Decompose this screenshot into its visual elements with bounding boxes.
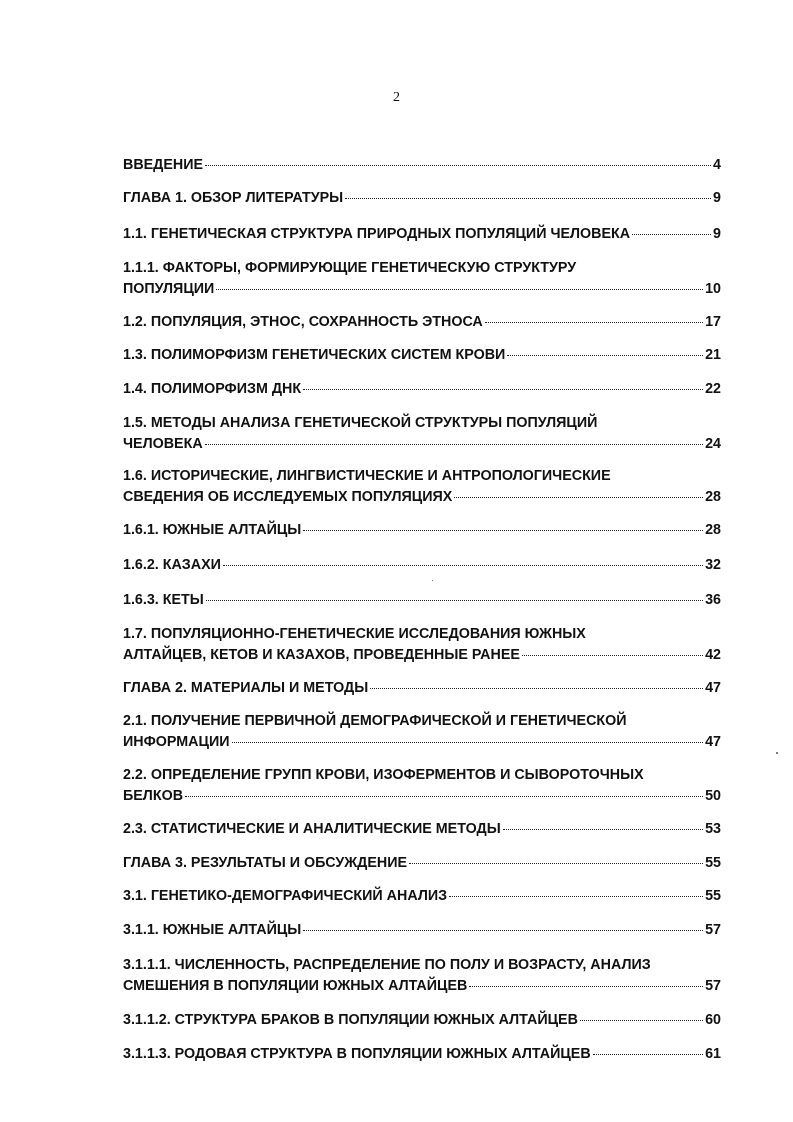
dot-leader [303,930,703,931]
toc-entry [123,1044,721,1065]
toc-entry-page: 55 [705,888,721,904]
toc-entry [123,466,721,508]
dot-leader [507,355,703,356]
dot-leader [185,796,703,797]
dot-leader [469,986,703,987]
toc-entry [123,678,721,699]
toc-entry-title: ГЛАВА 3. РЕЗУЛЬТАТЫ И ОБСУЖДЕНИЕ [123,855,408,871]
toc-entry-title: ЧЕЛОВЕКА [123,436,203,452]
dot-leader [345,198,711,199]
scan-speck [432,580,433,581]
toc-entry-page: 32 [705,557,721,573]
toc-entry [123,224,721,245]
dot-leader [206,600,703,601]
dot-leader [303,389,703,390]
toc-entry [123,819,721,840]
toc-entry [123,1010,721,1031]
toc-entry-title: 2.3. СТАТИСТИЧЕСКИЕ И АНАЛИТИЧЕСКИЕ МЕТОДЫ [123,821,501,837]
toc-entry-title: СВЕДЕНИЯ ОБ ИССЛЕДУЕМЫХ ПОПУЛЯЦИЯХ [123,489,453,505]
dot-leader [216,289,703,290]
toc-entry-title: ВВЕДЕНИЕ [123,157,204,173]
toc-entry-title: ГЛАВА 1. ОБЗОР ЛИТЕРАТУРЫ [123,190,344,206]
dot-leader [303,530,703,531]
toc-entry [123,886,721,907]
dot-leader [205,165,711,166]
toc-entry-title-line1: 3.1.1.1. ЧИСЛЕННОСТЬ, РАСПРЕДЕЛЕНИЕ ПО ПОЛУ И ВОЗРАСТУ, АНАЛИЗ [123,957,651,973]
toc-entry-title: БЕЛКОВ [123,788,184,804]
toc-entry-page: 22 [705,381,721,397]
dot-leader [580,1020,703,1021]
page-number: 2 [393,90,400,105]
dot-leader [232,742,704,743]
toc-entry-title: 3.1.1.2. СТРУКТУРА БРАКОВ В ПОПУЛЯЦИИ ЮЖНЫХ АЛТАЙЦЕВ [123,1012,578,1028]
toc-entry-page: 55 [705,855,721,871]
toc-entry-page: 21 [705,347,721,363]
toc-entry [123,920,721,941]
toc-entry [123,853,721,874]
toc-entry-title: 1.6.1. ЮЖНЫЕ АЛТАЙЦЫ [123,522,302,538]
toc-entry-title-line1: 2.1. ПОЛУЧЕНИЕ ПЕРВИЧНОЙ ДЕМОГРАФИЧЕСКОЙ И ГЕНЕТИЧЕСКОЙ [123,713,627,729]
toc-entry [123,413,721,455]
toc-entry-page: 57 [705,922,721,938]
toc-entry-page: 61 [705,1046,721,1062]
toc-entry [123,955,721,997]
toc-entry-title: 1.6.2. КАЗАХИ [123,557,221,573]
toc-entry-title: 1.2. ПОПУЛЯЦИЯ, ЭТНОС, СОХРАННОСТЬ ЭТНОСА [123,314,483,330]
dot-leader [522,655,703,656]
toc-entry-page: 4 [713,157,721,173]
toc-entry-page: 50 [705,788,721,804]
toc-entry-page: 9 [713,226,721,242]
toc-entry-title: АЛТАЙЦЕВ, КЕТОВ И КАЗАХОВ, ПРОВЕДЕННЫЕ РАНЕЕ [123,647,520,663]
dot-leader [449,896,703,897]
toc-entry-page: 42 [705,647,721,663]
dot-leader [454,497,703,498]
toc-entry-title: 1.3. ПОЛИМОРФИЗМ ГЕНЕТИЧЕСКИХ СИСТЕМ КРОВИ [123,347,506,363]
dot-leader [223,565,703,566]
toc-entry [123,379,721,400]
dot-leader [503,829,703,830]
dot-leader [370,688,703,689]
toc-entry-title: 1.1. ГЕНЕТИЧЕСКАЯ СТРУКТУРА ПРИРОДНЫХ ПОПУЛЯЦИЙ ЧЕЛОВЕКА [123,226,631,242]
scan-speck [776,752,778,754]
toc-entry-title: 1.6.3. КЕТЫ [123,592,204,608]
toc-entry-title: СМЕШЕНИЯ В ПОПУЛЯЦИИ ЮЖНЫХ АЛТАЙЦЕВ [123,978,468,994]
dot-leader [409,863,703,864]
toc-entry-title: ИНФОРМАЦИИ [123,734,230,750]
toc-entry [123,155,721,176]
toc-entry-title-line1: 1.6. ИСТОРИЧЕСКИЕ, ЛИНГВИСТИЧЕСКИЕ И АНТРОПОЛОГИЧЕСКИЕ [123,468,611,484]
toc-entry [123,312,721,333]
toc-entry-title-line1: 1.5. МЕТОДЫ АНАЛИЗА ГЕНЕТИЧЕСКОЙ СТРУКТУРЫ ПОПУЛЯЦИЙ [123,415,598,431]
toc-entry-title: 3.1.1. ЮЖНЫЕ АЛТАЙЦЫ [123,922,302,938]
toc-entry-title-line1: 2.2. ОПРЕДЕЛЕНИЕ ГРУПП КРОВИ, ИЗОФЕРМЕНТОВ И СЫВОРОТОЧНЫХ [123,767,644,783]
toc-entry-page: 10 [705,281,721,297]
toc-entry-page: 24 [705,436,721,452]
toc-entry [123,765,721,807]
toc-entry-page: 57 [705,978,721,994]
toc-entry-title-line1: 1.7. ПОПУЛЯЦИОННО-ГЕНЕТИЧЕСКИЕ ИССЛЕДОВАНИЯ ЮЖНЫХ [123,626,586,642]
toc-entry [123,345,721,366]
toc-entry-page: 60 [705,1012,721,1028]
toc-entry-page: 47 [705,734,721,750]
toc-entry-title: 1.4. ПОЛИМОРФИЗМ ДНК [123,381,302,397]
toc-entry-title: ГЛАВА 2. МАТЕРИАЛЫ И МЕТОДЫ [123,680,369,696]
toc-entry-title: ПОПУЛЯЦИИ [123,281,215,297]
toc-entry [123,188,721,209]
toc-entry [123,258,721,300]
dot-leader [632,234,711,235]
toc-entry-title-line1: 1.1.1. ФАКТОРЫ, ФОРМИРУЮЩИЕ ГЕНЕТИЧЕСКУЮ СТРУКТУРУ [123,260,577,276]
toc-entry [123,520,721,541]
toc-entry-page: 47 [705,680,721,696]
toc-entry-page: 9 [713,190,721,206]
dot-leader [205,444,703,445]
toc-entry-title: 3.1. ГЕНЕТИКО-ДЕМОГРАФИЧЕСКИЙ АНАЛИЗ [123,888,448,904]
dot-leader [593,1054,703,1055]
toc-entry [123,590,721,611]
toc-entry [123,555,721,576]
toc-entry-page: 17 [705,314,721,330]
dot-leader [485,322,703,323]
toc-entry [123,624,721,666]
toc-entry-page: 28 [705,522,721,538]
toc-entry-page: 36 [705,592,721,608]
toc-entry-title: 3.1.1.3. РОДОВАЯ СТРУКТУРА В ПОПУЛЯЦИИ ЮЖНЫХ АЛТАЙЦЕВ [123,1046,591,1062]
toc-entry-page: 53 [705,821,721,837]
toc-entry [123,711,721,753]
toc-entry-page: 28 [705,489,721,505]
